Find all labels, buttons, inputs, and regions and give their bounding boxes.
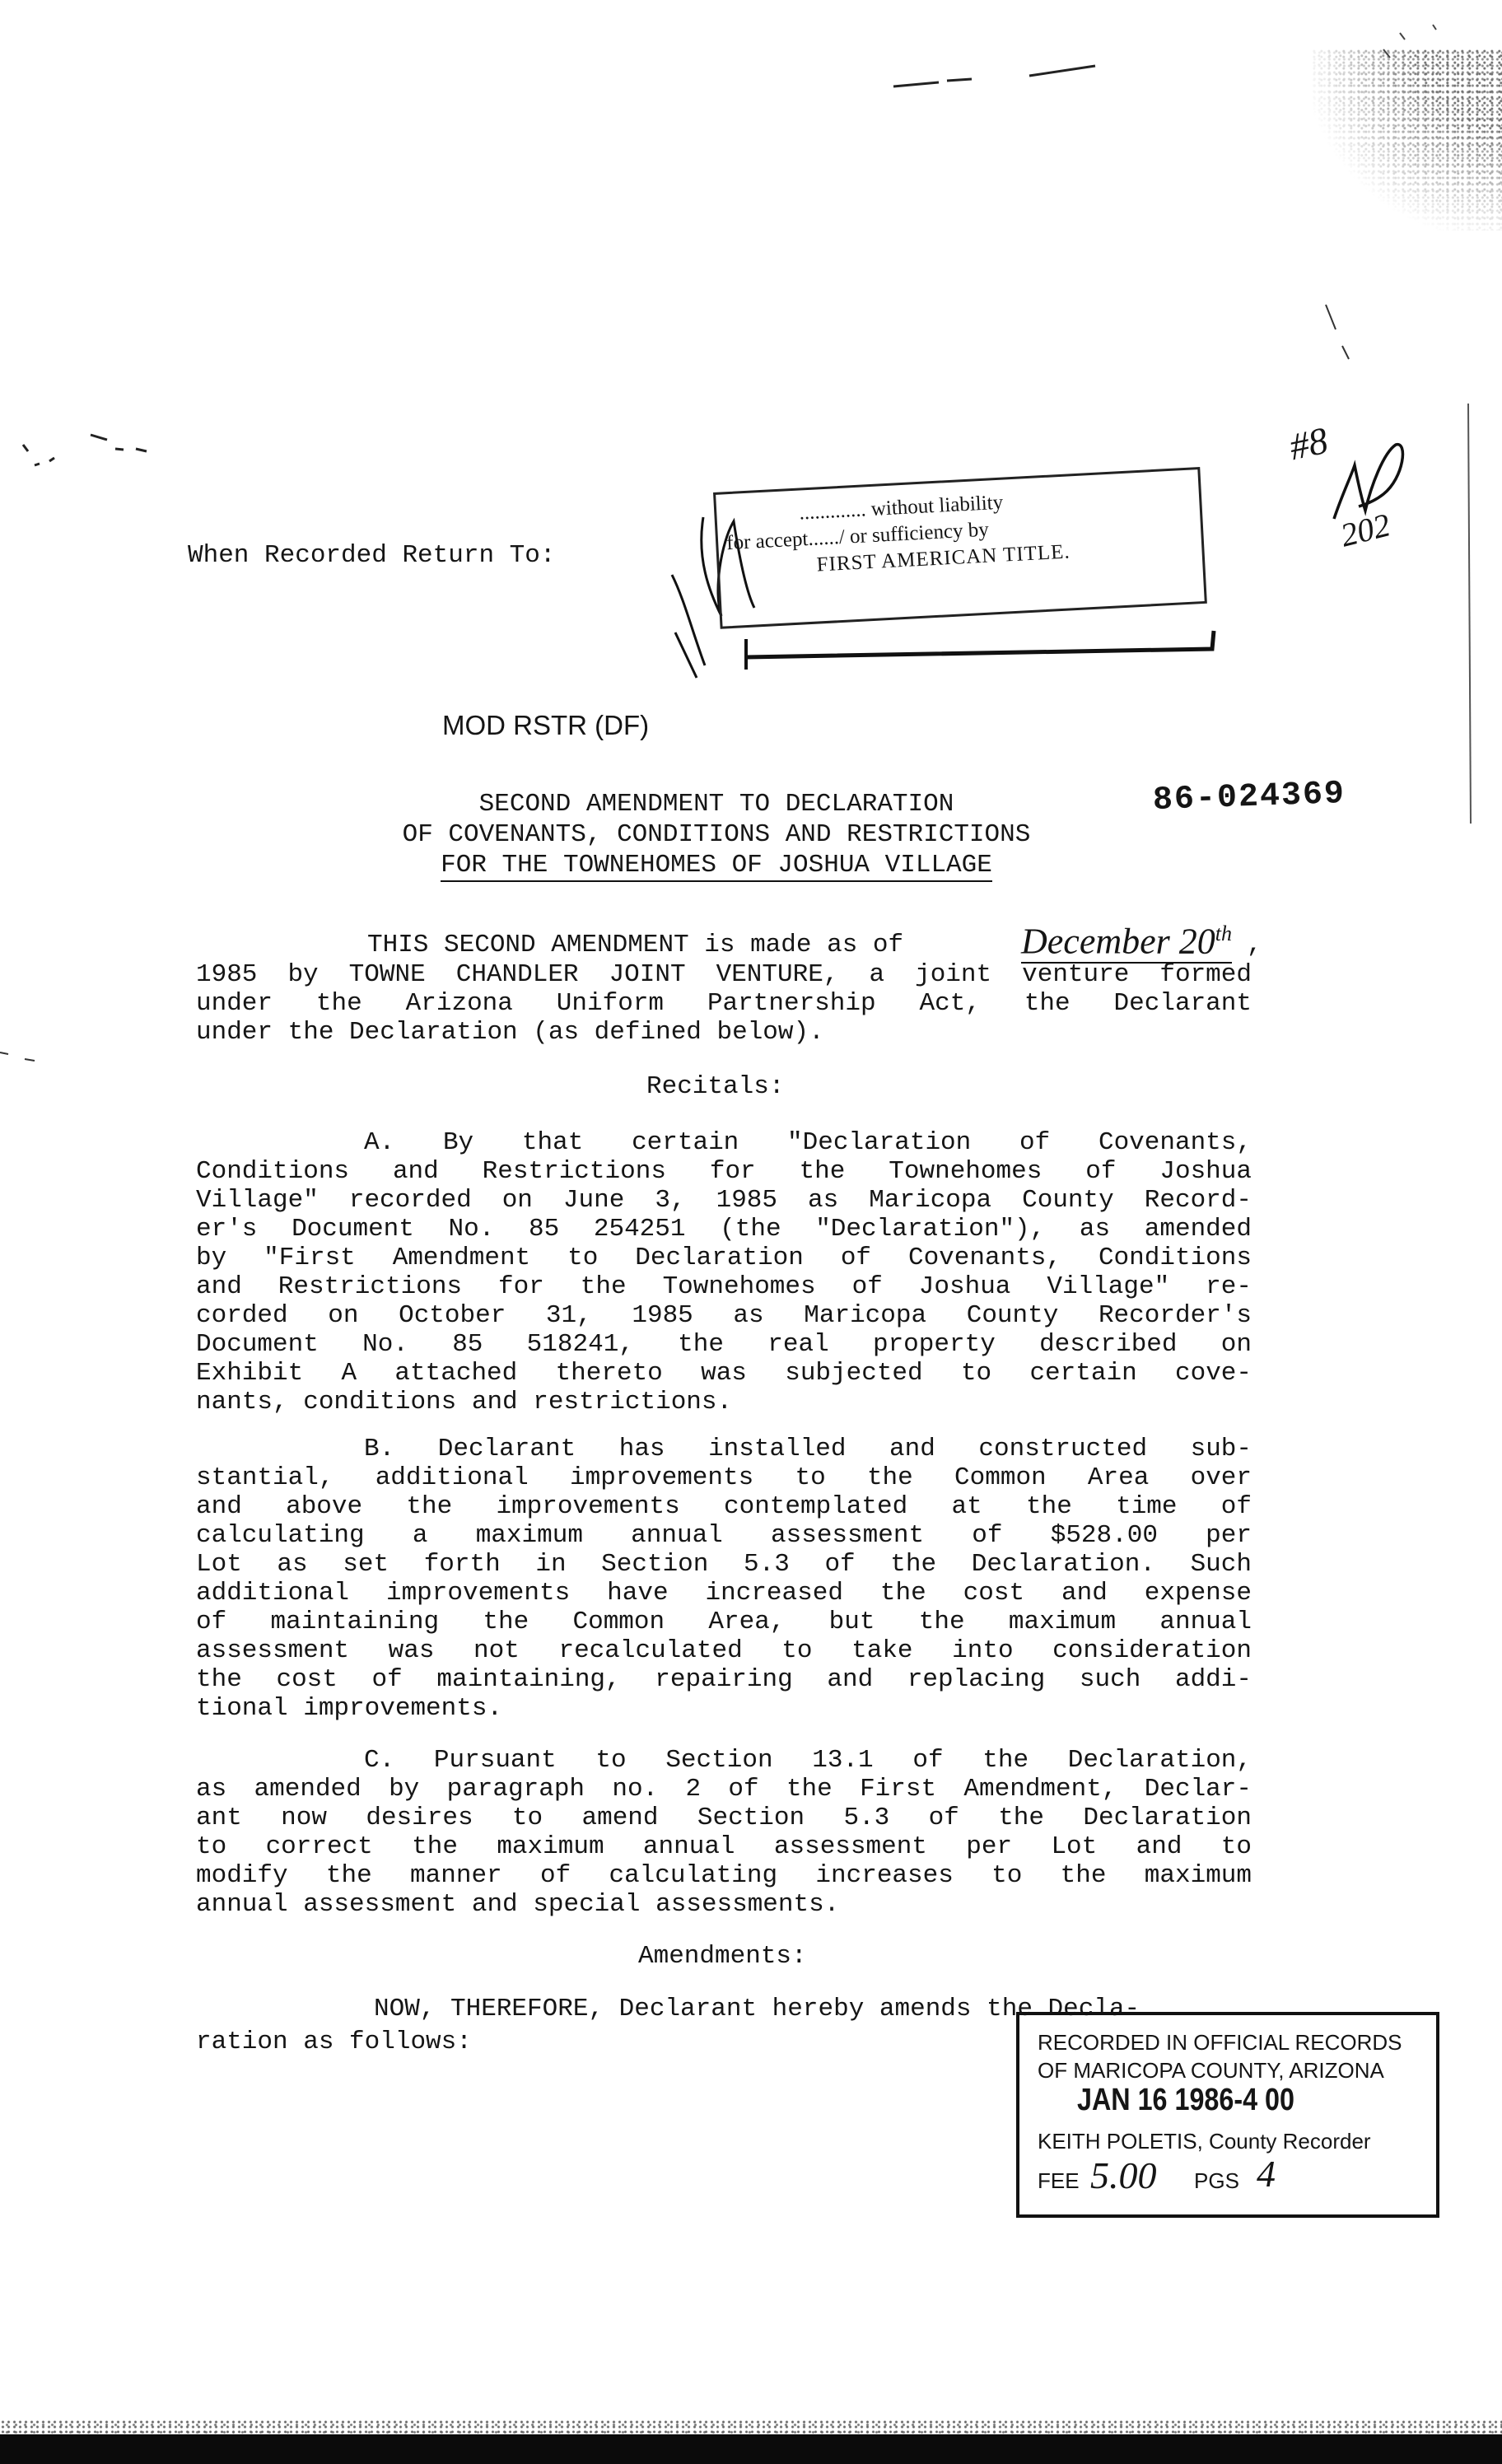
document-number: 86-024369 xyxy=(1152,775,1346,820)
recital-b-line: and above the improvements contemplated at the time of xyxy=(196,1492,1252,1521)
handwritten-date-suffix: th xyxy=(1215,922,1233,945)
county-recorder-name: KEITH POLETIS, County Recorder xyxy=(1038,2129,1371,2154)
document-title xyxy=(346,789,1087,882)
scan-bottom-edge xyxy=(0,2434,1502,2464)
stamp-line-2: for accept....../ or sufficiency by xyxy=(725,518,990,555)
now-therefore-line-1: NOW, THEREFORE, Declarant hereby amends the Decla- xyxy=(374,1995,1140,2023)
recital-a-line: Document No. 85 518241, the real property described on xyxy=(196,1330,1252,1359)
recorder-line-1: RECORDED IN OFFICIAL RECORDS xyxy=(1038,2030,1402,2055)
recital-b-line: tional improvements. xyxy=(196,1694,503,1723)
intro-prefix: THIS SECOND AMENDMENT is made as of xyxy=(367,931,904,959)
handwritten-page-number: 202 xyxy=(1336,506,1394,554)
handwritten-number: #8 xyxy=(1285,418,1332,469)
recital-b-line: calculating a maximum annual assessment of $528.00 per xyxy=(196,1521,1252,1550)
recital-b-line: assessment was not recalculated to take into consideration xyxy=(196,1636,1252,1665)
recorded-date xyxy=(1077,2083,1294,2118)
recital-c-line: as amended by paragraph no. 2 of the First Amendment, Declar- xyxy=(196,1775,1252,1804)
recital-c xyxy=(196,1746,1252,1919)
recital-a-line: and Restrictions for the Townehomes of Joshua Village" re- xyxy=(196,1272,1252,1301)
recorded-date-value: JAN 16 1986 xyxy=(1077,2083,1234,2117)
title-company-stamp xyxy=(713,467,1207,629)
handwritten-date-text: December 20 xyxy=(1021,921,1215,962)
recital-a xyxy=(196,1128,1252,1416)
recital-b-line: B. Declarant has installed and constructed sub- xyxy=(364,1435,1252,1463)
recorder-stamp xyxy=(1016,2012,1439,2218)
recital-a-line: corded on October 31, 1985 as Maricopa County Recorder's xyxy=(196,1301,1252,1330)
recital-a-line: Exhibit A attached thereto was subjected to certain cove- xyxy=(196,1359,1252,1388)
pgs-label: PGS xyxy=(1194,2168,1239,2193)
recital-a-line: nants, conditions and restrictions. xyxy=(196,1388,733,1416)
stamp-line-3: FIRST AMERICAN TITLE. xyxy=(816,540,1071,576)
recital-a-line: Village" recorded on June 3, 1985 as Maricopa County Record- xyxy=(196,1186,1252,1215)
recording-code: MOD RSTR (DF) xyxy=(442,710,650,740)
title-line-3: FOR THE TOWNEHOMES OF JOSHUA VILLAGE xyxy=(441,850,992,882)
recital-c-line: annual assessment and special assessments. xyxy=(196,1890,840,1919)
title-line-1: SECOND AMENDMENT TO DECLARATION xyxy=(478,790,954,819)
fee-label: FEE xyxy=(1038,2168,1080,2193)
recital-c-line: ant now desires to amend Section 5.3 of the Declaration xyxy=(196,1804,1252,1832)
intro-comma: , xyxy=(1247,931,1262,959)
recital-b xyxy=(196,1435,1252,1723)
handwritten-date xyxy=(1021,914,1232,964)
recitals-heading: Recitals: xyxy=(646,1072,785,1101)
recital-a-line: er's Document No. 85 254251 (the "Declaration"), as amended xyxy=(196,1215,1252,1244)
intro-paragraph xyxy=(196,960,1252,1047)
now-therefore-line-2: ration as follows: xyxy=(196,2028,472,2056)
recital-b-line: the cost of maintaining, repairing and replacing such addi- xyxy=(196,1665,1252,1694)
recital-b-line: Lot as set forth in Section 5.3 of the Declaration. Such xyxy=(196,1550,1252,1579)
amendments-heading: Amendments: xyxy=(638,1942,807,1971)
stamp-line-1: ............. without liability xyxy=(798,491,1004,525)
recital-a-line: A. By that certain "Declaration of Covenants, xyxy=(364,1128,1252,1157)
pgs-value: 4 xyxy=(1257,2153,1276,2195)
recital-c-line: to correct the maximum annual assessment per Lot and to xyxy=(196,1832,1252,1861)
intro-line-3: under the Arizona Uniform Partnership Act, the Declarant xyxy=(196,989,1252,1018)
recital-a-line: by "First Amendment to Declaration of Covenants, Conditions xyxy=(196,1244,1252,1272)
intro-line-1 xyxy=(367,931,903,959)
recital-b-line: of maintaining the Common Area, but the maximum annual xyxy=(196,1608,1252,1636)
title-line-2: OF COVENANTS, CONDITIONS AND RESTRICTIONS xyxy=(402,820,1031,849)
recital-b-line: stantial, additional improvements to the Common Area over xyxy=(196,1463,1252,1492)
recital-a-line: Conditions and Restrictions for the Townehomes of Joshua xyxy=(196,1157,1252,1186)
fee-value: 5.00 xyxy=(1090,2154,1157,2196)
recital-c-line: C. Pursuant to Section 13.1 of the Declaration, xyxy=(364,1746,1252,1775)
recital-c-line: modify the manner of calculating increases to the maximum xyxy=(196,1861,1252,1890)
return-to-label: When Recorded Return To: xyxy=(188,541,556,570)
intro-line-2: 1985 by TOWNE CHANDLER JOINT VENTURE, a joint venture formed xyxy=(196,960,1252,989)
intro-line-4: under the Declaration (as defined below). xyxy=(196,1018,824,1047)
recorder-line-2: OF MARICOPA COUNTY, ARIZONA xyxy=(1038,2058,1384,2083)
recital-b-line: additional improvements have increased the cost and expense xyxy=(196,1579,1252,1608)
recorded-time-value: -4 00 xyxy=(1234,2083,1294,2117)
